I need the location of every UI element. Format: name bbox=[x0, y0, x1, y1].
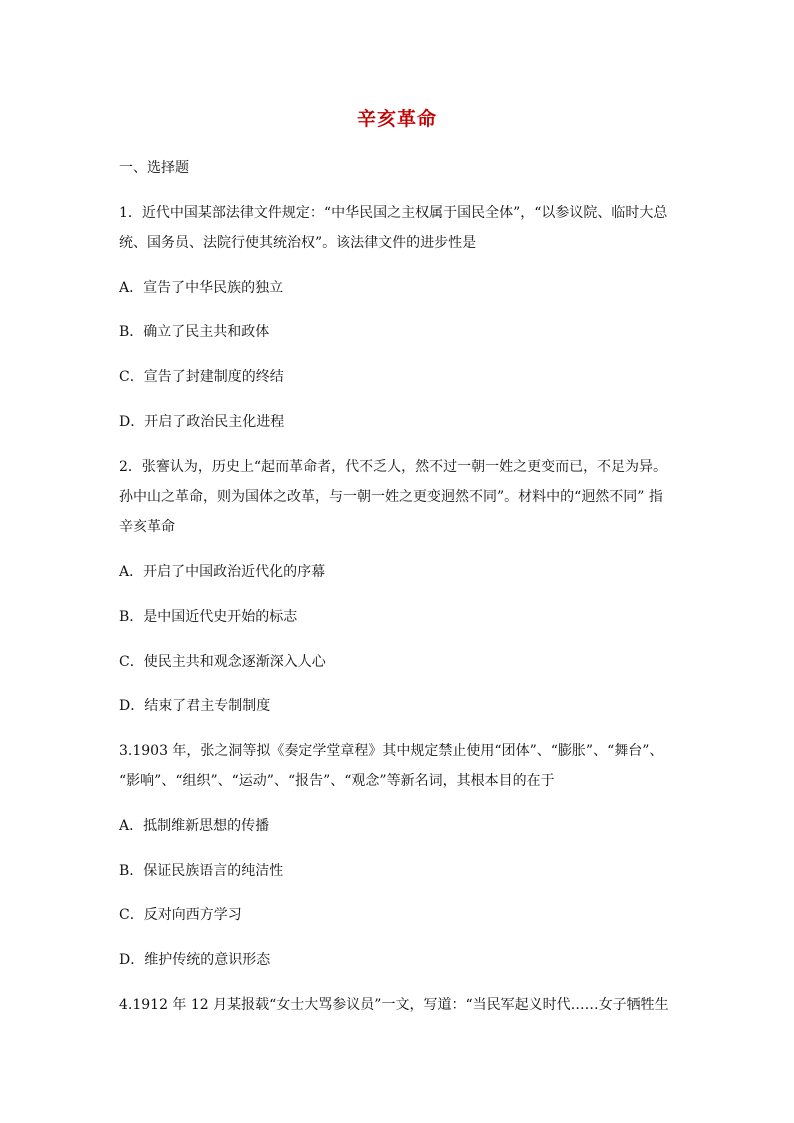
question-3-stem-line-1: 3.1903 年，张之洞等拟《奏定学堂章程》其中规定禁止使用“团体”、“膨胀”、“舞台”、 bbox=[119, 743, 664, 759]
section-heading: 一、选择题 bbox=[119, 160, 189, 176]
question-2-option-c: C．使民主共和观念逐渐深入人心 bbox=[119, 654, 326, 670]
question-1-option-b: B．确立了民主共和政体 bbox=[119, 324, 270, 340]
question-2-stem-line-1: 2．张謇认为，历史上“起而革命者，代不乏人，然不过一朝一姓之更变而已，不足为异。 bbox=[119, 459, 668, 475]
question-3-option-d: D．维护传统的意识形态 bbox=[119, 952, 271, 968]
question-3-option-a: A．抵制维新思想的传播 bbox=[119, 818, 270, 834]
question-4-stem-line-1: 4.1912 年 12 月某报载“女士大骂参议员”一文，写道：“当民军起义时代……女子牺牲生 bbox=[119, 997, 669, 1013]
question-1-stem-line-1: 1．近代中国某部法律文件规定：“中华民国之主权属于国民全体”，“以参议院、临时大总 bbox=[119, 205, 668, 221]
document-title: 辛亥革命 bbox=[356, 108, 437, 130]
question-1-option-c: C．宣告了封建制度的终结 bbox=[119, 369, 284, 385]
question-1-stem-line-2: 统、国务员、法院行使其统治权”。该法律文件的进步性是 bbox=[119, 235, 477, 251]
question-3-stem-line-2: “影响”、“组织”、“运动”、“报告”、“观念”等新名词，其根本目的在于 bbox=[119, 773, 555, 789]
question-2-stem-line-3: 辛亥革命 bbox=[119, 519, 175, 535]
question-1-option-d: D．开启了政治民主化进程 bbox=[119, 414, 285, 430]
question-2-option-d: D．结束了君主专制制度 bbox=[119, 698, 271, 714]
question-3-option-c: C．反对向西方学习 bbox=[119, 907, 242, 923]
question-1-option-a: A．宣告了中华民族的独立 bbox=[119, 280, 284, 296]
question-2-option-b: B．是中国近代史开始的标志 bbox=[119, 609, 298, 625]
question-2-option-a: A．开启了中国政治近代化的序幕 bbox=[119, 564, 326, 580]
question-2-stem-line-2: 孙中山之革命，则为国体之改革，与一朝一姓之更变迥然不同”。材料中的“迥然不同” 指 bbox=[119, 489, 663, 505]
question-3-option-b: B．保证民族语言的纯洁性 bbox=[119, 863, 284, 879]
